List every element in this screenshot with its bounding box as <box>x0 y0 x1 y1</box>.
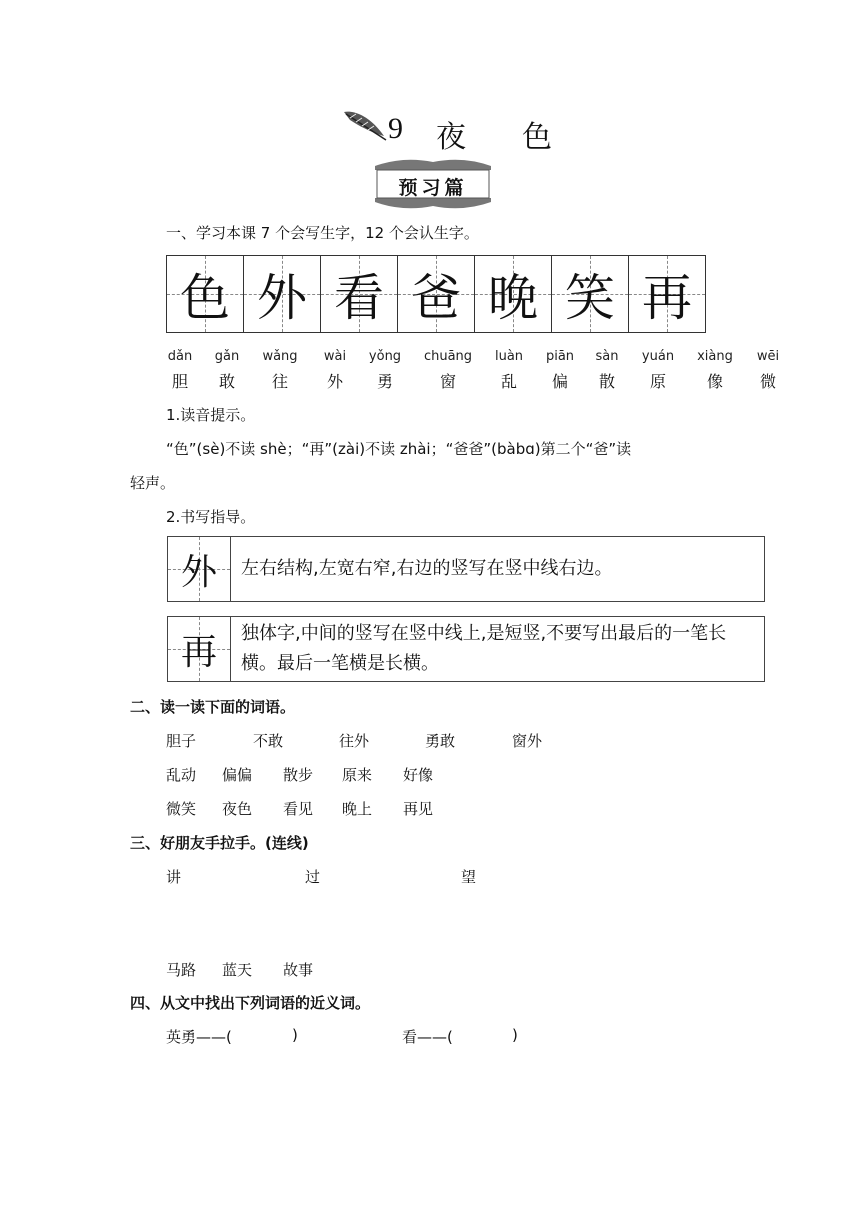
write-char-cell <box>629 256 705 332</box>
guide-char: 再 <box>180 631 217 673</box>
write-char-cell <box>321 256 398 332</box>
pinyin: wài <box>323 349 347 364</box>
pinyin: wēi <box>756 349 780 364</box>
read-char: 散 <box>598 372 615 391</box>
read-char: 外 <box>326 372 343 391</box>
word: 勇敢 <box>425 732 456 750</box>
word: 往外 <box>339 732 370 750</box>
read-char: 乱 <box>500 372 517 391</box>
synonym-answer-blank-1[interactable] <box>236 1026 286 1046</box>
pinyin: chuāng <box>423 349 473 364</box>
pinyin: wǎng <box>262 349 298 364</box>
write-char: 再 <box>642 269 692 327</box>
reading-tips-heading: 1.读音提示。 <box>166 406 256 424</box>
word: 乱动 <box>166 766 197 784</box>
write-char: 看 <box>334 269 384 327</box>
read-char: 窗 <box>439 372 456 391</box>
match-bottom-item[interactable]: 蓝天 <box>222 961 253 979</box>
word: 散步 <box>283 766 314 784</box>
reading-tips-line: “色”(sè)不读 shè；“再”(zài)不读 zhài；“爸爸”(bàbɑ)第二个“爸”读 <box>166 440 632 458</box>
read-char: 勇 <box>376 372 393 391</box>
pinyin: piān <box>545 349 575 364</box>
word: 窗外 <box>512 732 543 750</box>
write-char-cell <box>398 256 475 332</box>
section3-heading: 三、好朋友手拉手。(连线) <box>130 834 309 852</box>
match-top-item[interactable]: 讲 <box>166 868 182 886</box>
synonym-question-2: 看——( <box>402 1028 453 1046</box>
match-bottom-item[interactable]: 马路 <box>166 961 197 979</box>
match-bottom-item[interactable]: 故事 <box>283 961 314 979</box>
pinyin: luàn <box>494 349 524 364</box>
pinyin: yǒng <box>368 349 402 364</box>
section4-heading: 四、从文中找出下列词语的近义词。 <box>130 994 371 1012</box>
pinyin: sàn <box>595 349 619 364</box>
guide-char: 外 <box>180 551 217 593</box>
preview-banner <box>373 156 493 212</box>
feather-icon <box>340 106 390 150</box>
read-char: 原 <box>649 372 666 391</box>
synonym-question-1: 英勇——( <box>166 1028 232 1046</box>
synonym-question-1-close: ) <box>292 1026 298 1044</box>
writing-tips-heading: 2.书写指导。 <box>166 508 256 526</box>
write-char-cell <box>244 256 321 332</box>
write-char-grid <box>166 255 706 333</box>
match-top-item[interactable]: 望 <box>461 868 477 886</box>
guide-text: 左右结构,左宽右窄,右边的竖写在竖中线右边。 <box>241 558 613 579</box>
write-char-cell <box>167 256 244 332</box>
read-char: 敢 <box>218 372 235 391</box>
guide-char-cell <box>168 537 231 601</box>
word: 夜色 <box>222 800 253 818</box>
word: 看见 <box>283 800 314 818</box>
guide-char-cell <box>168 617 231 681</box>
word: 晚上 <box>342 800 373 818</box>
read-char: 偏 <box>551 372 568 391</box>
write-char: 外 <box>257 269 307 327</box>
read-char: 往 <box>271 372 288 391</box>
write-char: 笑 <box>565 269 615 327</box>
banner-label: 预习篇 <box>398 177 468 199</box>
synonym-question-2-close: ) <box>512 1026 518 1044</box>
word: 微笑 <box>166 800 197 818</box>
pinyin: dǎn <box>167 349 193 364</box>
writing-guide-box <box>167 616 765 682</box>
reading-tips-line: 轻声。 <box>130 474 176 492</box>
write-char: 晚 <box>488 269 538 327</box>
word: 好像 <box>403 766 434 784</box>
read-char: 胆 <box>171 372 188 391</box>
write-char: 爸 <box>411 269 461 327</box>
pinyin: gǎn <box>214 349 240 364</box>
guide-text: 独体字,中间的竖写在竖中线上,是短竖,不要写出最后的一笔长横。最后一笔横是长横。 <box>241 623 727 674</box>
writing-guide-box <box>167 536 765 602</box>
read-char: 微 <box>759 372 776 391</box>
lesson-title-char-2: 色 <box>522 120 552 155</box>
word: 不敢 <box>253 732 284 750</box>
word: 胆子 <box>166 732 197 750</box>
write-char-cell <box>475 256 552 332</box>
write-char: 色 <box>180 269 230 327</box>
word: 偏偏 <box>222 766 253 784</box>
section2-heading: 二、读一读下面的词语。 <box>130 698 296 716</box>
section1-heading: 一、学习本课 7 个会写生字，12 个会认生字。 <box>166 224 479 242</box>
lesson-title-char-1: 夜 <box>436 120 466 155</box>
read-char: 像 <box>706 372 723 391</box>
match-top-item[interactable]: 过 <box>305 868 321 886</box>
pinyin: xiàng <box>697 349 733 364</box>
lesson-number: 9 <box>388 112 403 145</box>
word: 原来 <box>342 766 373 784</box>
word: 再见 <box>403 800 434 818</box>
synonym-answer-blank-2[interactable] <box>458 1026 508 1046</box>
pinyin: yuán <box>641 349 675 364</box>
write-char-cell <box>552 256 629 332</box>
